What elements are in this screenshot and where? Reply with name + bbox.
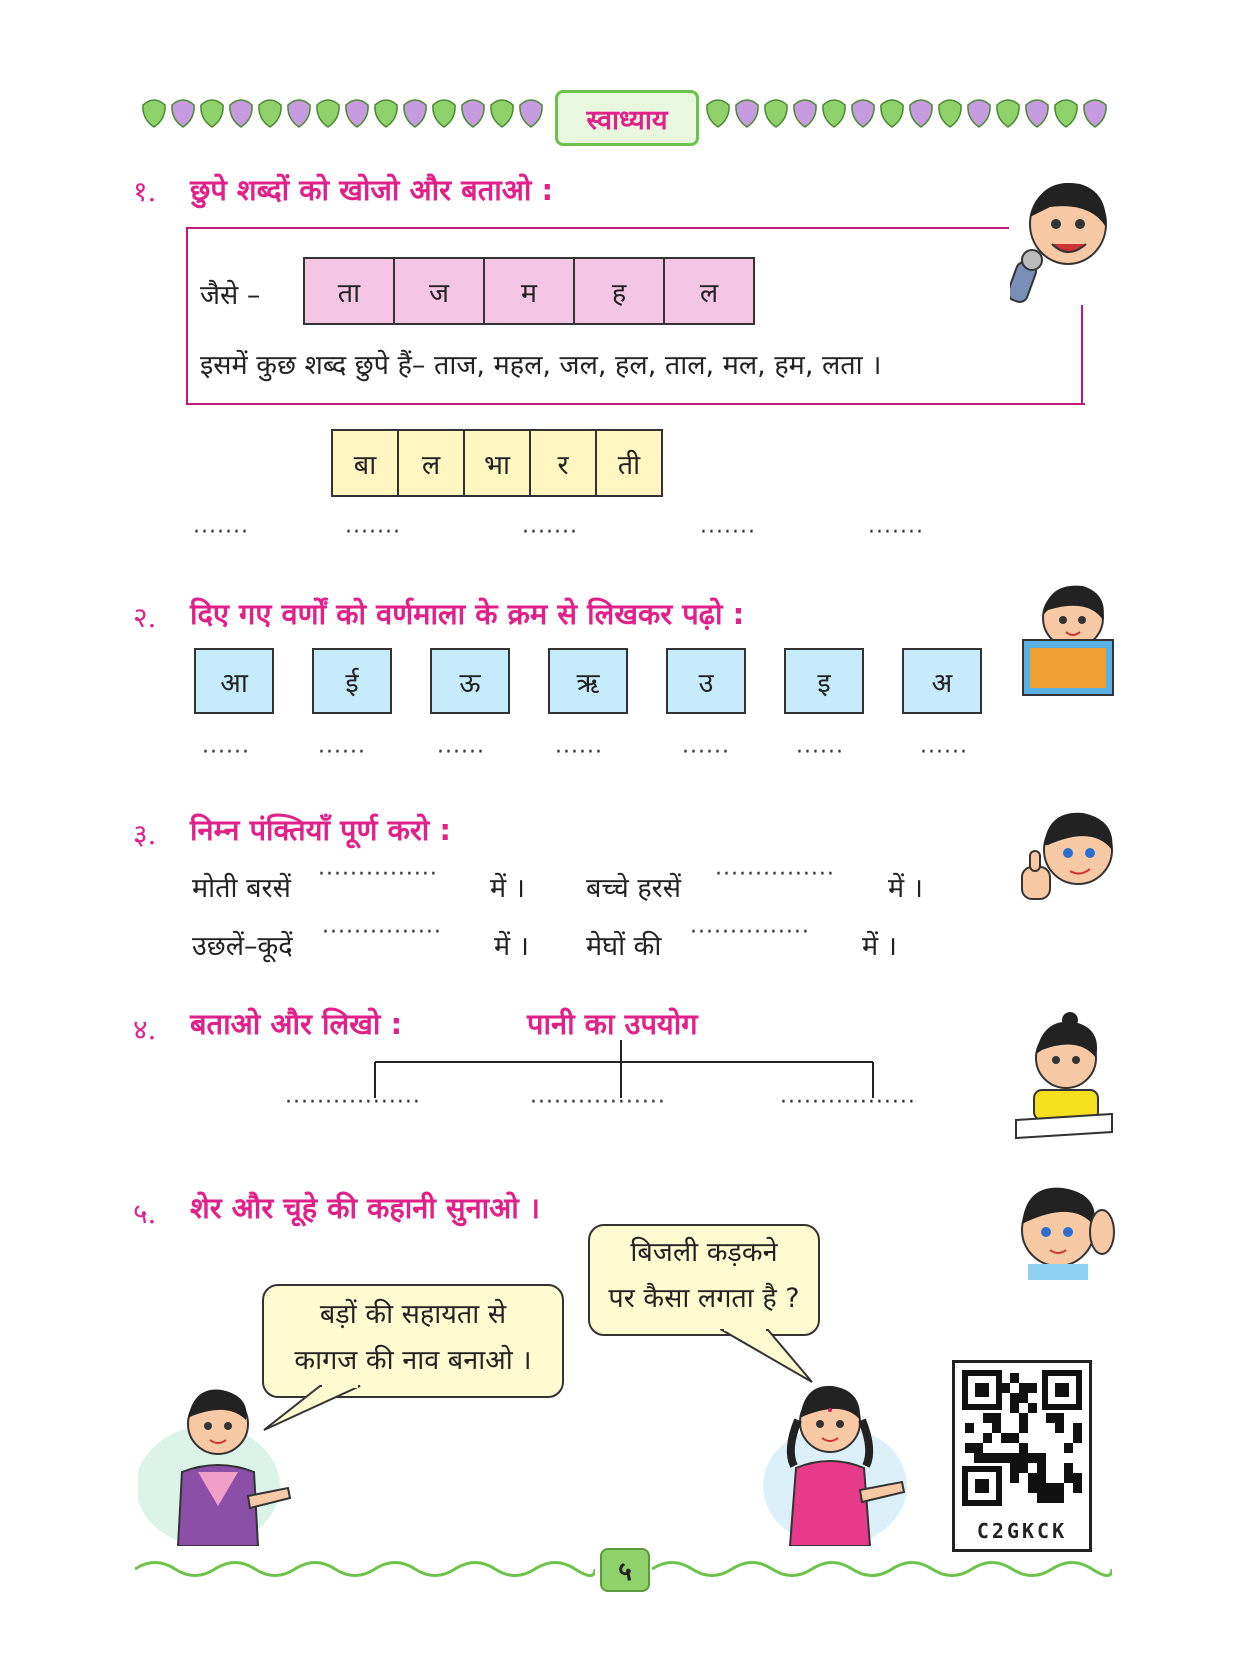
q4-text: बताओ और लिखो : (190, 1007, 403, 1041)
heart-leaf-icon (707, 100, 729, 127)
letter-cell: उ (666, 648, 746, 714)
answer-blank[interactable]: ······· (345, 520, 401, 545)
answer-blank[interactable]: ······ (920, 740, 968, 765)
letter-cell: ई (312, 648, 392, 714)
example-box-border (186, 227, 1009, 229)
answer-blank[interactable]: ··············· (715, 862, 835, 887)
heart-leaf-icon (1084, 100, 1106, 127)
heart-leaf-icon (259, 100, 281, 127)
left-leaf-border (138, 95, 550, 135)
letter-cell: आ (194, 648, 274, 714)
heart-leaf-icon-row-left (138, 95, 550, 135)
answer-blank[interactable]: ················· (530, 1090, 666, 1115)
speech-bubble-right (588, 1224, 820, 1336)
heart-leaf-icon (404, 100, 426, 127)
q3-number: ३. (133, 818, 157, 851)
letter-cell: म (483, 257, 575, 325)
heart-leaf-icon (765, 100, 787, 127)
heart-leaf-icon (288, 100, 310, 127)
example-box-border (1081, 305, 1083, 403)
footer-vine-right (652, 1556, 1112, 1582)
boy-listening-illustration (1008, 1180, 1116, 1280)
letter-cell: र (529, 429, 597, 497)
q1-number: १. (133, 175, 157, 208)
heart-leaf-icon (375, 100, 397, 127)
poem-line-end: में । (490, 873, 525, 904)
heart-leaf-icon (852, 100, 874, 127)
example-label: जैसे – (200, 280, 261, 311)
answer-blank[interactable]: ··············· (322, 920, 442, 945)
heart-leaf-icon (143, 100, 165, 127)
boy-with-microphone-illustration (1010, 172, 1110, 312)
bubble-line: पर कैसा लगता है ? (608, 1283, 800, 1314)
heart-leaf-icon (823, 100, 845, 127)
letter-cell: भा (463, 429, 531, 497)
letter-cell: ऊ (430, 648, 510, 714)
heart-leaf-icon (736, 100, 758, 127)
poem-line-end: में । (494, 931, 529, 962)
boy-thumbs-up-illustration (1018, 805, 1118, 910)
page-number: ५ (600, 1548, 650, 1592)
bubble-line: बड़ों की सहायता से (319, 1299, 507, 1330)
answer-blank[interactable]: ······ (318, 740, 366, 765)
qr-code-label: C2GKCK (976, 1519, 1068, 1543)
heart-leaf-icon (346, 100, 368, 127)
poem-line-start: बच्चे हरसें (586, 873, 681, 904)
footer-vine-left (135, 1556, 595, 1582)
answer-blank[interactable]: ················· (780, 1090, 916, 1115)
answer-blank[interactable]: ······ (202, 740, 250, 765)
heart-leaf-icon (1055, 100, 1077, 127)
heart-leaf-icon (939, 100, 961, 127)
poem-line-end: में । (862, 931, 897, 962)
right-leaf-border (702, 95, 1112, 135)
heart-leaf-icon (520, 100, 542, 127)
section-title: स्वाध्याय (555, 90, 699, 146)
heart-leaf-icon (230, 100, 252, 127)
answer-blank[interactable]: ······· (193, 520, 249, 545)
speech-bubble-left (262, 1284, 564, 1398)
answer-blank[interactable]: ······ (796, 740, 844, 765)
answer-blank[interactable]: ················· (285, 1090, 421, 1115)
letter-cell: ज (393, 257, 485, 325)
heart-leaf-icon (491, 100, 513, 127)
example-sentence: इसमें कुछ शब्द छुपे हैं– ताज, महल, जल, हल, ताल, मल, हम, लता । (200, 350, 882, 381)
heart-leaf-icon (462, 100, 484, 127)
answer-blank[interactable]: ······· (700, 520, 756, 545)
poem-line-start: उछलें–कूदें (192, 931, 293, 962)
task-letter-grid (333, 429, 663, 497)
heart-leaf-icon (794, 100, 816, 127)
heart-leaf-icon (968, 100, 990, 127)
q5-number: ५. (133, 1197, 157, 1230)
answer-blank[interactable]: ······ (682, 740, 730, 765)
answer-blank[interactable]: ······· (522, 520, 578, 545)
heart-leaf-icon (433, 100, 455, 127)
answer-blank[interactable]: ······ (437, 740, 485, 765)
bubble-line: कागज की नाव बनाओ । (294, 1345, 532, 1376)
heart-leaf-icon (1026, 100, 1048, 127)
q2-text: दिए गए वर्णों को वर्णमाला के क्रम से लिखकर पढ़ो : (190, 597, 745, 631)
heart-leaf-icon (172, 100, 194, 127)
poem-line-start: मोती बरसें (192, 873, 291, 904)
heart-leaf-icon (997, 100, 1019, 127)
letter-cell: ती (595, 429, 663, 497)
heart-leaf-icon-row-right (702, 95, 1112, 135)
qr-code[interactable] (952, 1360, 1092, 1552)
poem-line-start: मेघों की (586, 931, 662, 962)
heart-leaf-icon (881, 100, 903, 127)
letter-cell: ल (397, 429, 465, 497)
letter-cell: ऋ (548, 648, 628, 714)
qr-code-icon (955, 1363, 1089, 1513)
letter-cell: ता (303, 257, 395, 325)
girl-pointing-illustration (760, 1370, 910, 1546)
q1-text: छुपे शब्दों को खोजो और बताओ : (190, 173, 554, 207)
poem-line-end: में । (888, 873, 923, 904)
girl-reading-book-illustration (1018, 580, 1118, 700)
q4-number: ४. (133, 1013, 157, 1046)
heart-leaf-icon (910, 100, 932, 127)
diagram-center-label: पानी का उपयोग (527, 1007, 698, 1041)
answer-blank[interactable]: ······ (555, 740, 603, 765)
example-letter-grid (305, 257, 755, 325)
answer-blank[interactable]: ······· (868, 520, 924, 545)
girl-writing-illustration (1014, 1010, 1114, 1140)
heart-leaf-icon (317, 100, 339, 127)
q5-text: शेर और चूहे की कहानी सुनाओ । (190, 1191, 540, 1225)
answer-blank[interactable]: ··············· (690, 920, 810, 945)
q2-number: २. (133, 601, 157, 634)
q3-text: निम्न पंक्तियाँ पूर्ण करो : (190, 813, 451, 847)
letter-cell: ह (573, 257, 665, 325)
letter-cell: अ (902, 648, 982, 714)
letter-cell: इ (784, 648, 864, 714)
heart-leaf-icon (201, 100, 223, 127)
letter-cell: ल (663, 257, 755, 325)
boy-pointing-illustration (138, 1376, 298, 1546)
answer-blank[interactable]: ··············· (318, 862, 438, 887)
letter-cell: बा (331, 429, 399, 497)
bubble-line: बिजली कड़कने (630, 1237, 778, 1268)
